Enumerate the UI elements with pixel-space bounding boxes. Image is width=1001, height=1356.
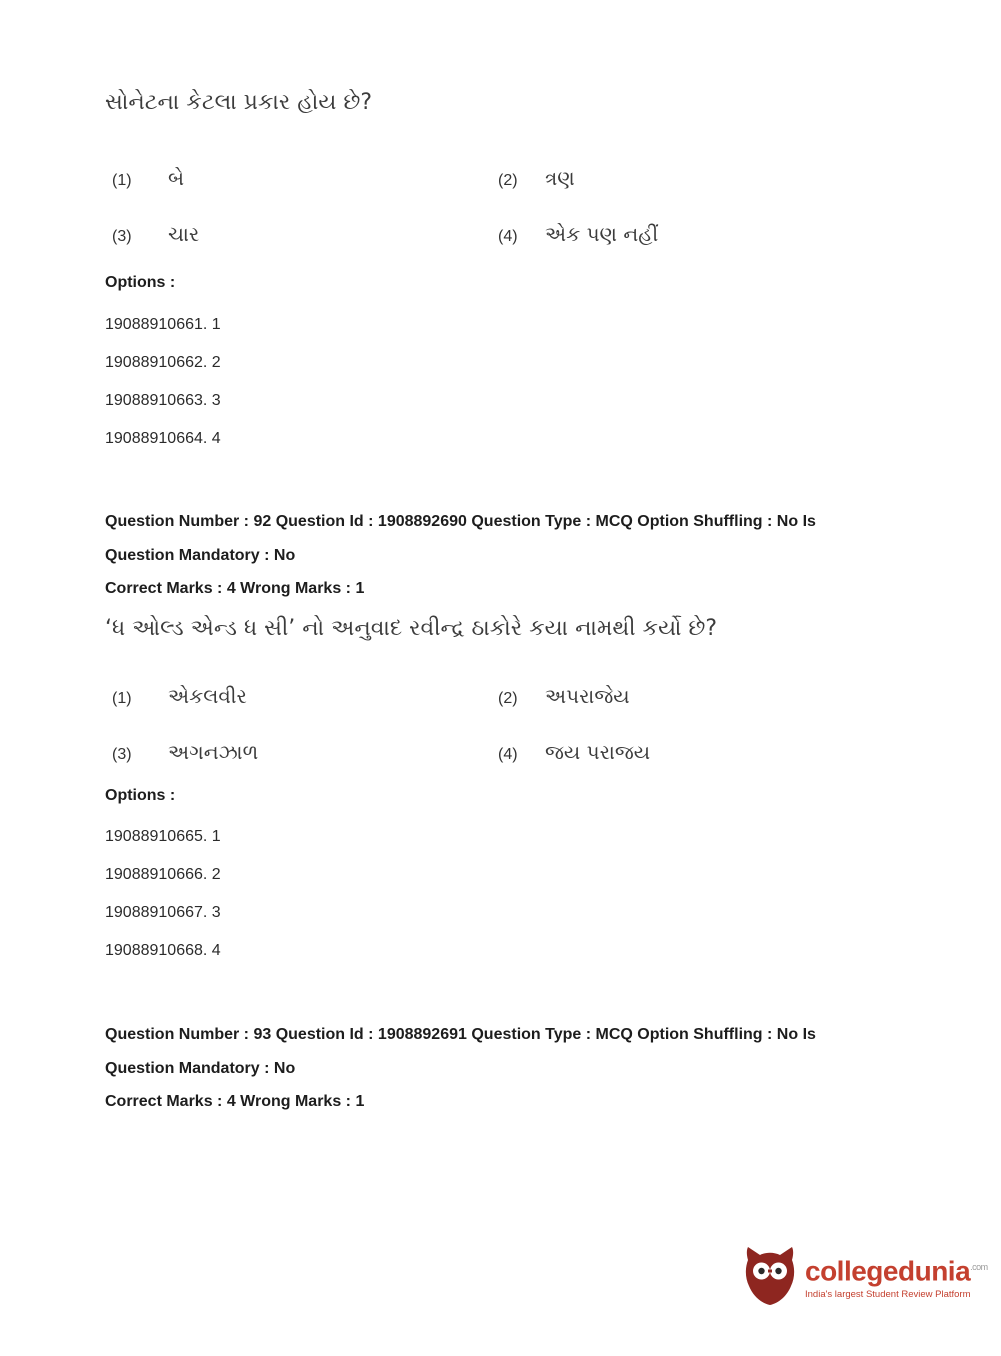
brand-suffix: .com bbox=[970, 1262, 988, 1272]
option-id: 19088910665. 1 bbox=[105, 828, 221, 845]
choice-number: (2) bbox=[498, 172, 518, 189]
choice-number: (1) bbox=[112, 690, 132, 707]
option-id: 19088910668. 4 bbox=[105, 942, 221, 959]
choice-row bbox=[105, 740, 925, 764]
choice-text: ચાર bbox=[168, 222, 200, 246]
option-id: 19088910664. 4 bbox=[105, 430, 221, 447]
choice-text: એકલવીર bbox=[168, 684, 247, 708]
choice-text: ત્રણ bbox=[545, 166, 575, 190]
choice-row bbox=[105, 166, 925, 190]
choice-number: (4) bbox=[498, 228, 518, 245]
choice-1 bbox=[105, 684, 498, 708]
choice-number: (3) bbox=[112, 228, 132, 245]
brand-tagline: India's largest Student Review Platform bbox=[805, 1289, 971, 1301]
marks-line: Correct Marks : 4 Wrong Marks : 1 bbox=[105, 1093, 365, 1110]
question-text: સોનેટના કેટલા પ્રકાર હોય છે? bbox=[105, 90, 373, 115]
choice-text: એક પણ નહીં bbox=[545, 222, 659, 246]
question-meta-line: Question Number : 93 Question Id : 1908892691 Question Type : MCQ Option Shuffling : No Is bbox=[105, 1026, 816, 1043]
question-meta-line: Question Mandatory : No bbox=[105, 1060, 296, 1077]
choice-number: (1) bbox=[112, 172, 132, 189]
option-id-list bbox=[105, 306, 221, 458]
choice-number: (2) bbox=[498, 690, 518, 707]
choice-text: અગનઝાળ bbox=[168, 740, 259, 764]
option-id: 19088910663. 3 bbox=[105, 392, 221, 409]
choice-2 bbox=[498, 166, 575, 190]
choice-4 bbox=[498, 740, 650, 764]
question-meta-line: Question Number : 92 Question Id : 1908892690 Question Type : MCQ Option Shuffling : No Is bbox=[105, 513, 816, 530]
brand-text-block bbox=[805, 1246, 988, 1300]
owl-mascot-icon bbox=[745, 1246, 795, 1306]
choice-4 bbox=[498, 222, 658, 246]
option-id: 19088910667. 3 bbox=[105, 904, 221, 921]
question-meta bbox=[105, 1018, 816, 1086]
choice-row bbox=[105, 222, 925, 246]
choice-number: (4) bbox=[498, 746, 518, 763]
choice-number: (3) bbox=[112, 746, 132, 763]
marks-line: Correct Marks : 4 Wrong Marks : 1 bbox=[105, 580, 365, 597]
choice-text: અપરાજેય bbox=[545, 684, 630, 708]
option-id: 19088910661. 1 bbox=[105, 316, 221, 333]
brand-wordmark: collegedunia bbox=[805, 1255, 971, 1287]
choice-text: બે bbox=[168, 166, 185, 190]
option-id-list bbox=[105, 818, 221, 970]
question-text: ‘ધ ઓલ્ડ એન્ડ ધ સી’ નો અનુવાદ રવીન્દ્ર ઠાકોરે કયા નામથી કર્યો છે? bbox=[105, 616, 718, 641]
options-label: Options : bbox=[105, 787, 176, 804]
choice-text: જય પરાજય bbox=[545, 740, 651, 764]
question-meta bbox=[105, 505, 816, 573]
choice-row bbox=[105, 684, 925, 708]
choice-2 bbox=[498, 684, 630, 708]
choice-3 bbox=[105, 740, 498, 764]
question-meta-line: Question Mandatory : No bbox=[105, 547, 296, 564]
choice-1 bbox=[105, 166, 498, 190]
choice-3 bbox=[105, 222, 498, 246]
collegedunia-logo bbox=[745, 1246, 988, 1306]
option-id: 19088910666. 2 bbox=[105, 866, 221, 883]
options-label: Options : bbox=[105, 274, 176, 291]
brand-name bbox=[805, 1252, 988, 1286]
option-id: 19088910662. 2 bbox=[105, 354, 221, 371]
